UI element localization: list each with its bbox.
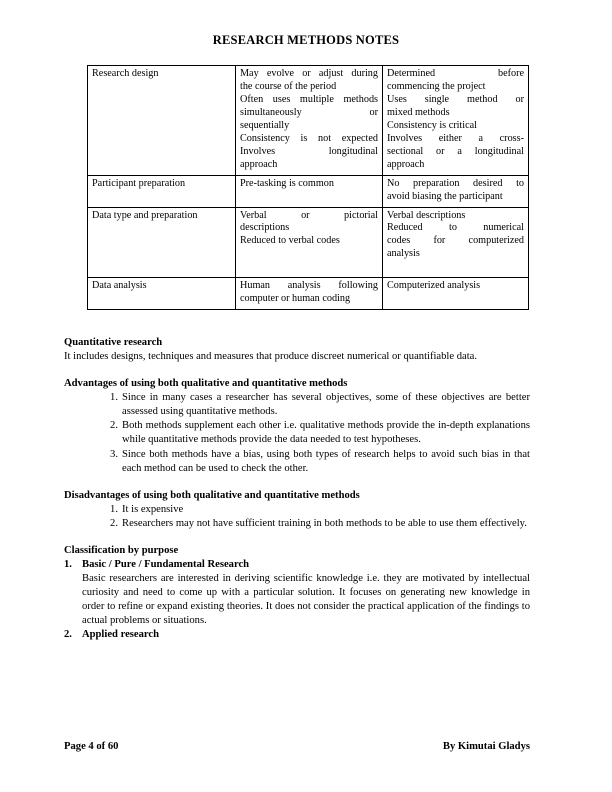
page-footer bbox=[64, 741, 530, 752]
quantitative-cell bbox=[383, 175, 529, 207]
cell-line: Uses single method or bbox=[387, 93, 524, 105]
heading-classification: Classification by purpose bbox=[64, 544, 179, 556]
quantitative-cell bbox=[383, 278, 529, 310]
list-marker: 1. bbox=[64, 559, 72, 571]
row-label: Participant preparation bbox=[92, 177, 186, 189]
cell-line: Involves either a cross- bbox=[387, 132, 524, 144]
qualitative-cell bbox=[236, 278, 383, 310]
cell-line: codes for computerized bbox=[387, 235, 524, 247]
paragraph-quantitative-research: It includes designs, techniques and measures that produce discreet numerical or quantifiable data. bbox=[64, 351, 478, 363]
cell-line: computer or human coding bbox=[240, 293, 351, 305]
list-marker: 1. bbox=[110, 503, 118, 515]
footer-page-number: Page 4 of 60 bbox=[64, 741, 119, 752]
disadvantages-list bbox=[64, 503, 530, 531]
cell-line: commencing the project bbox=[387, 80, 486, 92]
cell-line: Often uses multiple methods bbox=[240, 93, 378, 105]
comparison-table bbox=[87, 65, 529, 310]
cell-line: sequentially bbox=[240, 119, 290, 131]
list-item bbox=[64, 419, 530, 447]
heading-advantages: Advantages of using both qualitative and quantitative methods bbox=[64, 378, 348, 390]
cell-line: Determined before bbox=[387, 68, 524, 79]
cell-line: the course of the period bbox=[240, 80, 337, 92]
row-label: Research design bbox=[92, 68, 159, 79]
list-item-body: Basic researchers are interested in deriving scientific knowledge i.e. they are motivated by intellectual curiosity and need to come up with a particular solution. It focuses on generating new knowledge in order to refine or expand existing theories. It does not consider the practical application of the findings to actual problems or situations. bbox=[82, 573, 530, 627]
list-item-text: Researchers may not have sufficient training in both methods to be able to use them effectively. bbox=[122, 517, 527, 529]
row-label: Data type and preparation bbox=[92, 209, 198, 221]
heading-disadvantages: Disadvantages of using both qualitative and quantitative methods bbox=[64, 489, 360, 501]
cell-line: Reduced to numerical bbox=[387, 222, 524, 234]
spacer bbox=[64, 364, 530, 377]
cell-line: Verbal or pictorial bbox=[240, 209, 378, 221]
list-item-title: Applied research bbox=[82, 629, 160, 641]
cell-line: Consistency is not expected bbox=[240, 132, 378, 144]
cell-line: descriptions bbox=[240, 222, 290, 234]
row-label-cell bbox=[88, 207, 236, 278]
quantitative-cell bbox=[383, 207, 529, 278]
row-label-cell bbox=[88, 278, 236, 310]
cell-line: Computerized analysis bbox=[387, 280, 481, 292]
list-item-text: It is expensive bbox=[122, 503, 184, 515]
list-item bbox=[64, 558, 530, 628]
list-item bbox=[64, 448, 530, 476]
cell-line: mixed methods bbox=[387, 106, 450, 118]
footer-author: By Kimutai Gladys bbox=[442, 741, 530, 752]
cell-line: approach bbox=[387, 158, 425, 170]
cell-line: Pre-tasking is common bbox=[240, 177, 334, 189]
spacer bbox=[64, 476, 530, 489]
row-label-cell bbox=[88, 175, 236, 207]
cell-line: analysis bbox=[387, 248, 420, 260]
cell-line: Verbal descriptions bbox=[387, 209, 466, 221]
qualitative-cell bbox=[236, 175, 383, 207]
cell-line: sectional or a longitudinal bbox=[387, 145, 524, 157]
cell-line: Consistency is critical bbox=[387, 119, 477, 131]
table-row bbox=[88, 278, 529, 310]
page-title: RESEARCH METHODS NOTES bbox=[212, 33, 400, 47]
cell-line: avoid biasing the participant bbox=[387, 190, 503, 202]
cell-line: simultaneously or bbox=[240, 106, 378, 118]
row-label-cell bbox=[88, 66, 236, 176]
list-marker: 3. bbox=[110, 448, 118, 460]
row-label: Data analysis bbox=[92, 280, 147, 292]
list-item-title: Basic / Pure / Fundamental Research bbox=[82, 559, 250, 571]
list-marker: 2. bbox=[110, 420, 118, 432]
list-item-text: Both methods supplement each other i.e. qualitative methods provide the in-depth explanations while quantitative methods provide the data needed to test hypotheses. bbox=[122, 420, 530, 446]
list-item bbox=[64, 503, 530, 517]
list-item-text: Since both methods have a bias, using both types of research helps to avoid such bias in that each method can be used to check the other. bbox=[122, 448, 530, 474]
classification-list bbox=[64, 558, 530, 642]
advantages-list bbox=[64, 391, 530, 475]
document-body bbox=[64, 336, 530, 642]
list-item-text: Since in many cases a researcher has several objectives, some of these objectives are better assessed using quantitative methods. bbox=[122, 392, 530, 418]
cell-line: approach bbox=[240, 158, 278, 170]
table-row bbox=[88, 175, 529, 207]
list-item bbox=[64, 517, 530, 531]
cell-line: May evolve or adjust during bbox=[240, 68, 378, 79]
cell-line: Involves longitudinal bbox=[240, 145, 378, 157]
list-item bbox=[64, 391, 530, 419]
table-row bbox=[88, 207, 529, 278]
cell-line: Human analysis following bbox=[240, 280, 378, 292]
qualitative-cell bbox=[236, 66, 383, 176]
list-marker: 2. bbox=[110, 517, 118, 529]
heading-quantitative-research: Quantitative research bbox=[64, 337, 163, 348]
cell-line: Reduced to verbal codes bbox=[240, 235, 340, 247]
list-marker: 1. bbox=[110, 392, 118, 404]
spacer bbox=[64, 531, 530, 544]
cell-line: No preparation desired to bbox=[387, 177, 524, 189]
quantitative-cell bbox=[383, 66, 529, 176]
list-item bbox=[64, 628, 530, 642]
qualitative-cell bbox=[236, 207, 383, 278]
table-row bbox=[88, 66, 529, 176]
list-marker: 2. bbox=[64, 629, 72, 641]
